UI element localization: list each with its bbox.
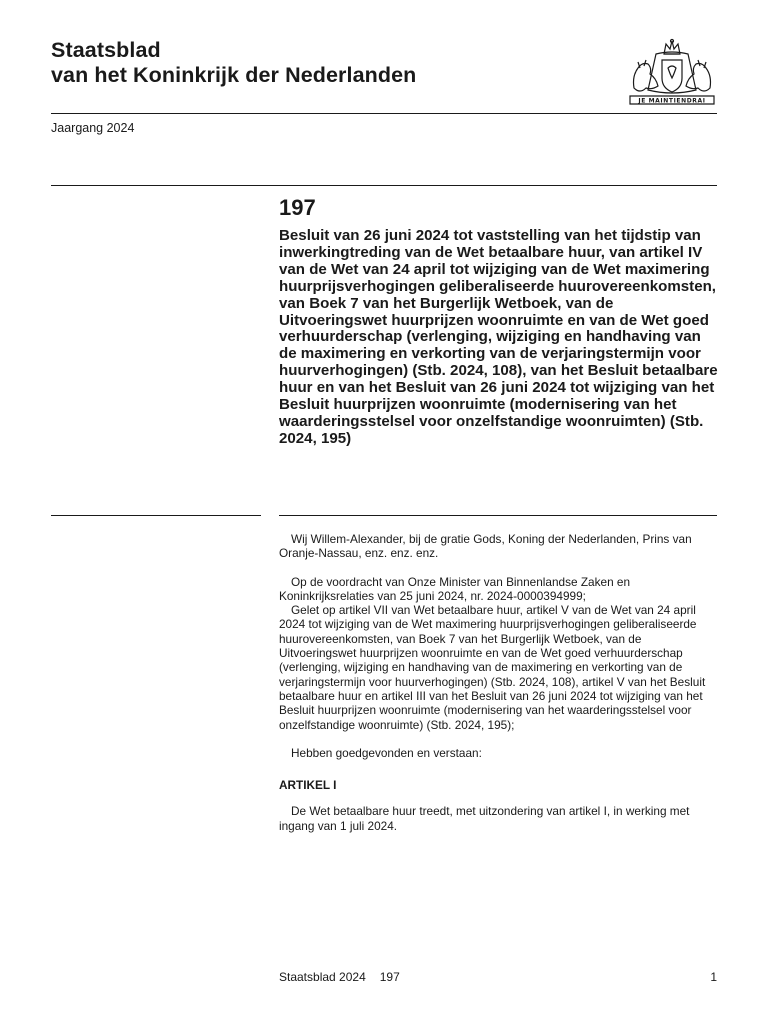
masthead-title: Staatsblad	[51, 38, 161, 62]
publication-number: 197	[279, 195, 316, 220]
volume-year: Jaargang 2024	[51, 121, 135, 135]
masthead-rule	[51, 113, 717, 114]
header-rule	[51, 185, 717, 186]
article-paragraph: De Wet betaalbare huur treedt, met uitzondering van artikel I, in werking met ingang van 1 juli 2024.	[279, 804, 690, 833]
proposal-paragraph: Op de voordracht van Onze Minister van Binnenlandse Zaken en Koninkrijksrelaties van 25 juni 2024, nr. 2024-0000394999;	[279, 574, 631, 603]
coat-of-arms-icon	[626, 38, 718, 114]
decree-title: Besluit van 26 juni 2024 tot vaststelling van het tijdstip van inwerkingtreding van de Wet betaalbare huur, van artikel IV van de Wet van 24 april tot wijziging van de Wet maximering huurprijsverhogingen geliberaliseerde huurovereenkomsten, van Boek 7 van het Burgerlijk Wetboek, van de Uitvoeringswet huurprijzen woonruimte en van de Wet goed verhuurderschap (verlenging, wijziging en handhaving van de maximering en verkorting van de verjaringstermijn voor huurverhogingen) (Stb. 2024, 108), van het Besluit betaalbare huur en van het Besluit van 26 juni 2024 tot wijziging van het Besluit huurprijzen woonruimte (modernisering van het waarderingsstelsel voor onzelfstandige woonruimten) (Stb. 2024, 195)	[279, 227, 718, 447]
preamble-paragraph: Wij Willem-Alexander, bij de gratie Gods, Koning der Nederlanden, Prins van Oranje-Nassau, enz. enz. enz.	[279, 532, 692, 561]
decision-paragraph: Hebben goedgevonden en verstaan:	[291, 745, 482, 760]
left-rule	[51, 515, 261, 516]
footer-publication: Staatsblad 2024	[279, 970, 366, 984]
legal-basis-paragraph: Gelet op artikel VII van Wet betaalbare huur, artikel V van de Wet van 24 april 2024 tot wijziging van de Wet maximering huurprijsverhogingen geliberaliseerde huurovereenkomsten, van Boek 7 van het Burgerlijk Wetboek, van de Uitvoeringswet huurprijzen woonruimte en van de Wet goed verhuurderschap (verlenging, wijziging en handhaving van de maximering en verkorting van de verjaringstermijn voor huurverhogingen) (Stb. 2024, 108), artikel V van het Besluit betaalbare huur en artikel III van het Besluit van 26 juni 2024 tot wijziging van het Besluit huurprijzen woonruimte (modernisering van het waarderingsstelsel voor onzelfstandige woonruimte) (Stb. 2024, 195);	[279, 603, 706, 732]
title-rule	[279, 515, 717, 516]
footer-number: 197	[379, 970, 400, 984]
svg-text:JE MAINTIENDRAI: JE MAINTIENDRAI	[638, 97, 706, 105]
footer-citation	[279, 970, 400, 984]
masthead-subtitle: van het Koninkrijk der Nederlanden	[51, 63, 417, 87]
article-heading: ARTIKEL I	[279, 778, 337, 793]
decree-body	[279, 532, 719, 833]
page-number: 1	[710, 970, 717, 984]
